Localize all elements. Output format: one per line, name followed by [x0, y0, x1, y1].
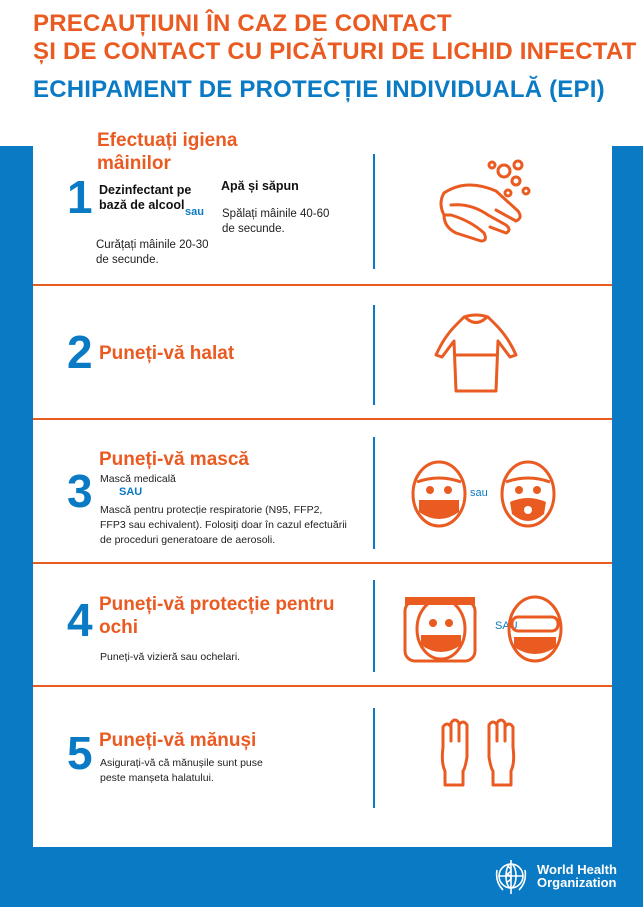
- column-divider: [373, 708, 375, 808]
- eye-protection-text: Puneți-vă vizieră sau ochelari.: [100, 651, 241, 663]
- respirator-face-icon: [496, 458, 560, 535]
- step-title: Efectuați igiena mâinilor: [97, 130, 238, 174]
- separator: [33, 284, 612, 286]
- step-number: 1: [67, 171, 93, 223]
- step-title: Puneți-vă halat: [99, 343, 235, 364]
- sanitizer-text: Curățați mâinile 20-30 de secunde.: [96, 239, 209, 266]
- title-line-3: ECHIPAMENT DE PROTECȚIE INDIVIDUALĂ (EPI): [33, 76, 605, 103]
- column-divider: [373, 437, 375, 549]
- soap-text: Spălați mâinile 40-60 de secunde.: [222, 208, 330, 235]
- title-line-1: PRECAUȚIUNI ÎN CAZ DE CONTACT: [33, 10, 452, 37]
- separator: [33, 418, 612, 420]
- separator: [33, 685, 612, 687]
- who-logo: [491, 856, 617, 896]
- medical-mask-text: Mască medicală: [100, 473, 176, 485]
- or-label: sau: [185, 206, 204, 218]
- org-name-line-1: World Health: [537, 862, 617, 877]
- column-divider: [373, 154, 375, 269]
- gown-icon: [432, 311, 520, 400]
- respirator-text: Mască pentru protecție respiratorie (N95, FFP2, FFP3 sau echivalent). Folosiți doar în cazul efectuării de proceduri generatoare de aerosoli.: [100, 504, 347, 546]
- step-title: Puneți-vă protecție pentru ochi: [99, 594, 335, 638]
- separator: [33, 562, 612, 564]
- steps-card: [33, 115, 612, 847]
- gloves-text: Asigurați-vă că mănușile sunt puse peste manșeta halatului.: [100, 757, 263, 784]
- step-number: 5: [67, 727, 93, 779]
- or-label: SAU: [119, 486, 143, 498]
- sanitizer-title: Dezinfectant pe bază de alcool: [99, 183, 192, 212]
- medical-mask-face-icon: [407, 458, 471, 535]
- face-shield-icon: [401, 587, 479, 672]
- step-title: Puneți-vă mască: [99, 449, 249, 470]
- gloves-icon: [437, 717, 519, 794]
- step-number: 2: [67, 326, 93, 378]
- title-line-2: ȘI DE CONTACT CU PICĂTURI DE LICHID INFECTAT: [33, 38, 637, 65]
- icon-or-label: sau: [470, 487, 488, 499]
- icon-or-label: SAU: [495, 620, 518, 632]
- soap-title: Apă și săpun: [221, 179, 299, 193]
- hand-washing-icon: [426, 153, 536, 253]
- step-number: 4: [67, 594, 93, 646]
- step-title: Puneți-vă mănuși: [99, 730, 257, 751]
- step-number: 3: [67, 465, 93, 517]
- who-emblem-icon: [491, 856, 531, 896]
- column-divider: [373, 580, 375, 672]
- goggles-face-icon: [500, 593, 570, 670]
- column-divider: [373, 305, 375, 405]
- org-name-line-2: Organization: [537, 875, 617, 890]
